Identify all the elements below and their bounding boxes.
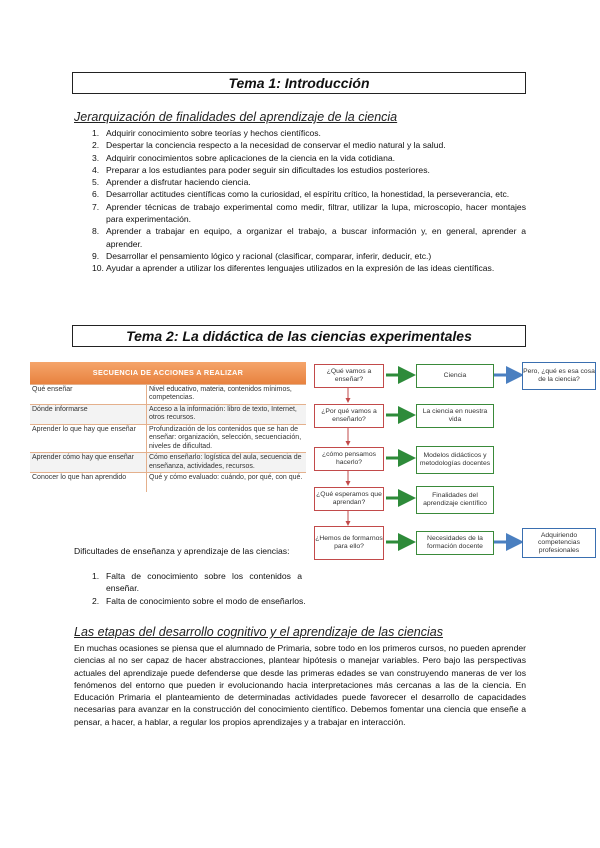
answer-box: Necesidades de la formación docente [416, 531, 494, 555]
list-item: 7. Aprender técnicas de trabajo experimental como medir, filtrar, utilizar la lupa, microscopio, hacer montajes para experimentación. [92, 201, 526, 225]
extra-box-ciencia: Pero, ¿qué es esa cosa de la ciencia? [522, 362, 596, 390]
list-item: 2. Despertar la conciencia respecto a la necesidad de conservar el medio natural y la salud. [92, 140, 446, 151]
dificultades-list [74, 570, 344, 607]
list-item: 6. Desarrollar actitudes científicas como la curiosidad, el espíritu crítico, la honestidad, la perseverancia, etc. [92, 189, 510, 200]
table-row: Qué enseñar Nivel educativo, materia, contenidos mínimos, competencias. [30, 385, 306, 405]
tema2-title: Tema 2: La didáctica de las ciencias experimentales [72, 325, 526, 347]
list-item: 2. Falta de conocimiento sobre el modo de enseñarlos. [92, 595, 306, 606]
list-item: 1. Falta de conocimiento sobre los contenidos a enseñar. [92, 571, 302, 594]
etapas-heading: Las etapas del desarrollo cognitivo y el aprendizaje de las ciencias [74, 625, 443, 639]
answer-box: Finalidades del aprendizaje científico [416, 486, 494, 514]
answer-box: Ciencia [416, 364, 494, 388]
table-row: Conocer lo que han aprendido Qué y cómo evaluado: cuándo, por qué, con qué. [30, 473, 306, 493]
table-row: Aprender lo que hay que enseñar Profundización de los contenidos que se han de enseñar: organización, selección, secuenciación, niveles de dificultad. [30, 425, 306, 453]
question-box: ¿cómo pensamos hacerlo? [314, 447, 384, 471]
extra-box-competencias: Adquiriendo competencias profesionales [522, 528, 596, 558]
question-box: ¿Qué vamos a enseñar? [314, 364, 384, 388]
list-item: 9. Desarrollar el pensamiento lógico y racional (clasificar, comparar, inferir, deducir, etc.) [92, 250, 432, 261]
question-box: ¿Qué esperamos que aprendan? [314, 487, 384, 511]
list-item: 1. Adquirir conocimiento sobre teorías y hechos científicos. [92, 128, 321, 138]
list-item: 3. Adquirir conocimientos sobre aplicaciones de la ciencia en la vida cotidiana. [92, 152, 396, 163]
secuencia-table [30, 362, 306, 492]
answer-box: Modelos didácticos y metodologías docentes [416, 446, 494, 474]
question-box: ¿Por qué vamos a enseñarlo? [314, 404, 384, 428]
table-row: Dónde informarse Acceso a la información: libro de texto, Internet, otros recursos. [30, 405, 306, 425]
answer-box: La ciencia en nuestra vida [416, 404, 494, 428]
list-item: 5. Aprender a disfrutar haciendo ciencia. [92, 177, 251, 188]
table-row: Aprender cómo hay que enseñar Cómo enseñarlo: logística del aula, secuencia de enseñanza, actividades, recursos. [30, 453, 306, 473]
finalidades-list [74, 127, 526, 275]
table-header: SECUENCIA DE ACCIONES A REALIZAR [30, 362, 306, 385]
dificultades-intro: Dificultades de enseñanza y aprendizaje de las ciencias: [74, 546, 290, 556]
list-item: 4. Preparar a los estudiantes para poder seguir sin dificultades los estudios posteriores. [92, 164, 430, 175]
question-box: ¿Hemos de formarnos para ello? [314, 526, 384, 560]
tema1-subheading: Jerarquización de finalidades del aprendizaje de la ciencia [74, 110, 398, 124]
didactica-diagram [308, 360, 600, 570]
list-item: 10. Ayudar a aprender a utilizar los diferentes lenguajes utilizados en la expresión de las ideas científicas. [92, 263, 495, 274]
list-item: 8. Aprender a trabajar en equipo, a organizar el trabajo, a buscar información y, en general, aprender a aprender. [92, 226, 526, 249]
etapas-paragraph: En muchas ocasiones se piensa que el alumnado de Primaria, sobre todo en los primeros cursos, no pueden aprender ciencias al no ser capaz de hacer abstracciones, plantear hipótesis o manejar variables. Pero bajo las perspectivas actuales del aprendizaje puede defenderse que desde las primeras edades se van construyendo maneras de ver los fenómenos del entorno que pueden ir evolucionando hacia interpretaciones más cercanas a las de la ciencia. En Educación Primaria el planteamiento de determinadas actividades puede favorecer el desarrollo de capacidades necesarias para avanzar en la construcción del conocimiento científico. Debemos fomentar una ciencia que enseñe a pensar, a hacer, a hablar, a regular los propios aprendizajes y a trabajar en interacción. [74, 643, 526, 727]
tema1-title: Tema 1: Introducción [72, 72, 526, 94]
